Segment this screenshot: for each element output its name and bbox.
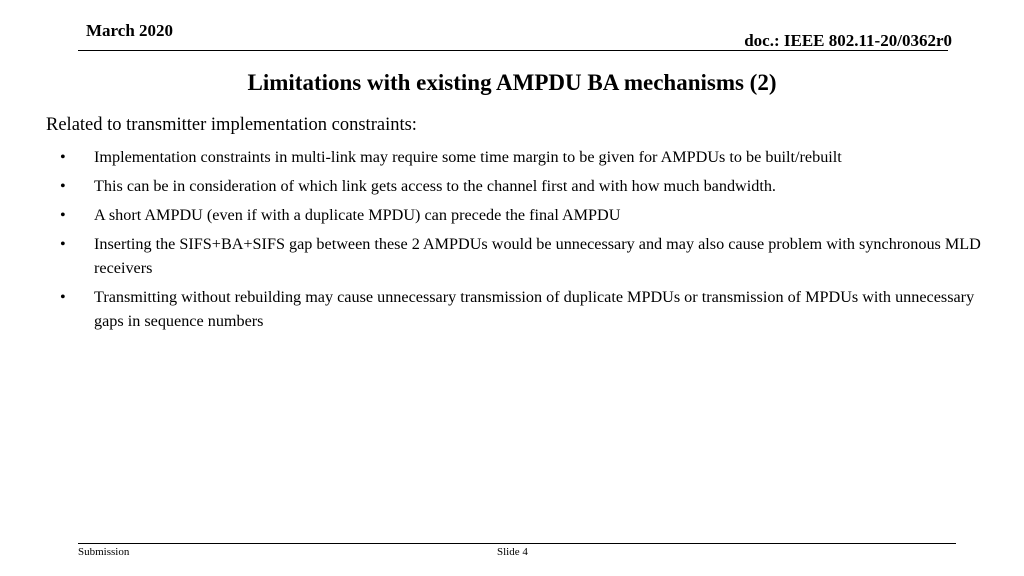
bullet-text: This can be in consideration of which link gets access to the channel first and with how much bandwidth.: [94, 177, 776, 195]
bullet-item: [60, 285, 995, 333]
bullet-item: [60, 232, 995, 280]
bullet-glyph: •: [60, 177, 66, 195]
bullet-text: A short AMPDU (even if with a duplicate MPDU) can precede the final AMPDU: [94, 206, 621, 224]
bullet-list: [60, 145, 995, 338]
bullet-item: [60, 203, 995, 227]
bullet-glyph: •: [60, 235, 66, 253]
slide-title: Limitations with existing AMPDU BA mechanisms (2): [247, 70, 777, 95]
bullet-text: Inserting the SIFS+BA+SIFS gap between these 2 AMPDUs would be unnecessary and may also cause problem with synchronous MLD receivers: [94, 235, 981, 277]
bullet-item: [60, 174, 995, 198]
header-date: March 2020: [86, 21, 174, 40]
intro-text: Related to transmitter implementation constraints:: [46, 115, 417, 135]
footer-divider: [78, 543, 956, 544]
bullet-glyph: •: [60, 288, 66, 306]
bullet-glyph: •: [60, 148, 66, 166]
footer-slide-number: Slide 4: [497, 546, 528, 558]
footer-submission: Submission: [78, 546, 130, 558]
bullet-text: Transmitting without rebuilding may cause unnecessary transmission of duplicate MPDUs or transmission of MPDUs with unnecessary gaps in sequence numbers: [94, 288, 975, 330]
bullet-glyph: •: [60, 206, 66, 224]
bullet-text: Implementation constraints in multi-link may require some time margin to be given for AMPDUs to be built/rebuilt: [94, 148, 842, 166]
header-divider: [78, 50, 948, 51]
header-doc-id: doc.: IEEE 802.11-20/0362r0: [744, 31, 952, 50]
bullet-item: [60, 145, 995, 169]
